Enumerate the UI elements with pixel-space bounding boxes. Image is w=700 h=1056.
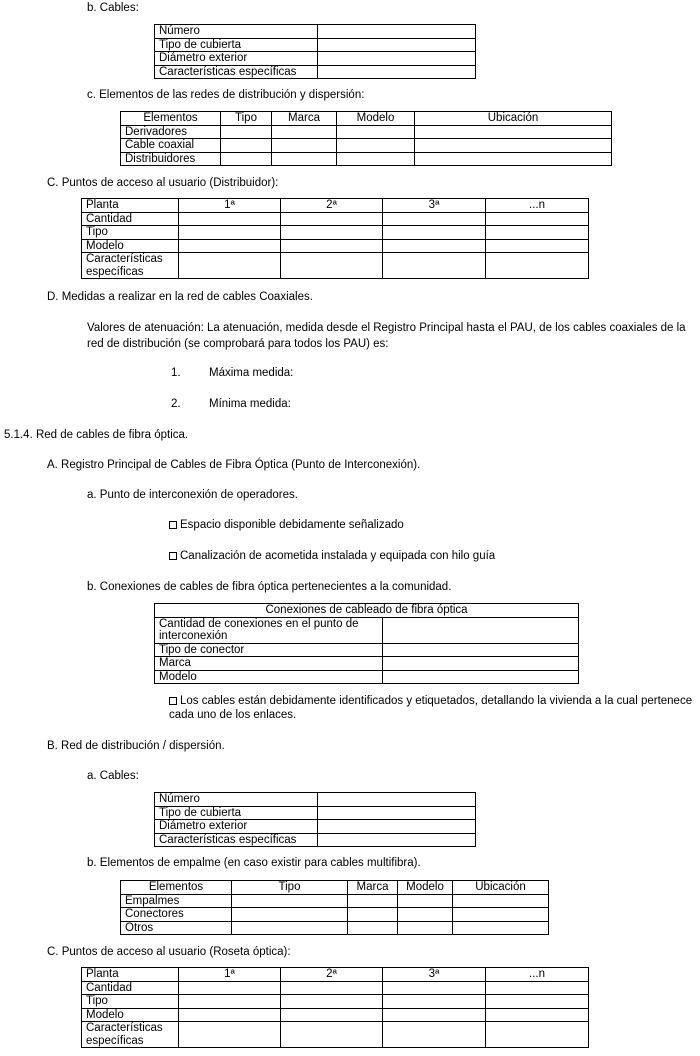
column-header: ...n [486,199,589,213]
column-header: Marca [348,881,398,895]
registro-principal-heading: A. Registro Principal de Cables de Fibra Óptica (Punto de Interconexión). [47,459,421,471]
column-header: Ubicación [415,112,612,126]
table-row [155,643,579,657]
column-header: 2ª [281,199,383,213]
row-label: Modelo [82,239,179,253]
column-header: Elementos [121,112,221,126]
row-label: Tipo de conector [155,643,383,657]
table-row [155,670,579,684]
checkbox-label: Espacio disponible debidamente señalizado [180,519,404,531]
table-row [82,1008,589,1022]
cables-heading: b. Cables: [87,2,139,14]
table-row [155,38,476,52]
section-heading: 5.1.4. Red de cables de fibra óptica. [4,429,189,441]
row-label: Otros [121,921,232,935]
column-header: 3ª [383,199,486,213]
row-label: Modelo [155,670,383,684]
column-header: 2ª [281,968,383,982]
row-label: Conectores [121,908,232,922]
value-cell [318,52,476,66]
column-header: Modelo [398,881,453,895]
list-number: 2. [171,398,181,410]
table-row [155,833,476,847]
table-row [155,65,476,79]
column-header: 3ª [383,968,486,982]
punto-interconexion-heading: a. Punto de interconexión de operadores. [87,489,298,501]
column-header: Planta [82,199,179,213]
table-row [155,657,579,671]
table-row [121,908,549,922]
row-label: Diámetro exterior [155,820,318,834]
table-header-row [82,199,589,213]
elementos-table [120,111,612,166]
table-row [82,212,589,226]
row-label: Tipo [82,226,179,240]
column-header: Marca [272,112,337,126]
checkbox-label: Canalización de acometida instalada y equipada con hilo guía [180,550,496,562]
row-label: Cantidad [82,212,179,226]
table-row [121,921,549,935]
conexiones-heading: b. Conexiones de cables de fibra óptica pertenecientes a la comunidad. [87,581,452,593]
list-item: Máxima medida: [209,367,294,379]
row-label: Características específicas [82,253,179,279]
checkbox[interactable] [169,552,177,560]
medidas-heading: D. Medidas a realizar en la red de cables Coaxiales. [47,291,313,303]
table-row [155,820,476,834]
row-label: Diámetro exterior [155,52,318,66]
planta-table [81,198,589,279]
column-header: ...n [486,968,589,982]
elementos-heading: c. Elementos de las redes de distribución y dispersión: [87,89,365,101]
table-row [121,894,549,908]
checkbox-row [169,550,495,562]
row-label: Cable coaxial [121,139,221,153]
row-label: Distribuidores [121,152,221,166]
column-header: Planta [82,968,179,982]
row-label: Número [155,25,318,39]
table-title: Conexiones de cableado de fibra óptica [155,604,579,618]
conexiones-table [154,603,579,684]
table-row [155,52,476,66]
table-row [121,125,612,139]
row-label: Número [155,793,318,807]
column-header: Ubicación [453,881,549,895]
row-label: Cantidad de conexiones en el punto de interconexión [155,617,383,643]
row-label: Tipo de cubierta [155,806,318,820]
row-label: Empalmes [121,894,232,908]
column-header: 1ª [179,199,281,213]
checkbox[interactable] [169,697,177,705]
row-label: Marca [155,657,383,671]
cables-table [154,24,476,79]
table-row [82,226,589,240]
row-label: Características específicas [82,1022,179,1048]
table-header-row [121,881,549,895]
table-header-row [82,968,589,982]
checkbox-row [169,519,404,531]
table-row [121,139,612,153]
value-cell [318,25,476,39]
row-label: Características específicas [155,833,318,847]
row-label: Tipo [82,995,179,1009]
attenuation-paragraph: Valores de atenuación: La atenuación, medida desde el Registro Principal hasta el PAU, de los cables coaxiales de la red de distribución (se comprobará para todos los PAU) es: [87,322,686,350]
table-row [155,25,476,39]
table-row [155,617,579,643]
table-row [155,793,476,807]
list-item: Mínima medida: [209,398,291,410]
row-label: Tipo de cubierta [155,38,318,52]
puntos-acceso-heading: C. Puntos de acceso al usuario (Distribuidor): [47,177,279,189]
row-label: Cantidad [82,981,179,995]
table-header-row [155,604,579,618]
column-header: Tipo [232,881,348,895]
checkbox-row [169,694,698,722]
empalme-table [120,880,549,935]
row-label: Modelo [82,1008,179,1022]
table-row [82,1022,589,1048]
table-row [121,152,612,166]
red-distribucion-heading: B. Red de distribución / dispersión. [47,740,225,752]
empalme-heading: b. Elementos de empalme (en caso existir para cables multifibra). [87,857,421,869]
list-number: 1. [171,367,181,379]
value-cell [318,65,476,79]
column-header: Tipo [221,112,272,126]
table-row [82,995,589,1009]
table-header-row [121,112,612,126]
cables-table [154,792,476,847]
row-label: Características específicas [155,65,318,79]
column-header: Modelo [337,112,415,126]
table-row [155,806,476,820]
table-row [82,253,589,279]
cables-heading: a. Cables: [87,770,139,782]
table-row [82,239,589,253]
row-label: Derivadores [121,125,221,139]
checkbox[interactable] [169,521,177,529]
table-row [82,981,589,995]
checkbox-label: Los cables están debidamente identificados y etiquetados, detallando la vivienda a la cual pertenece cada uno de los enlaces. [169,695,693,721]
roseta-heading: C. Puntos de acceso al usuario (Roseta óptica): [47,946,291,958]
column-header: Elementos [121,881,232,895]
value-cell [318,38,476,52]
column-header: 1ª [179,968,281,982]
planta-table [81,967,589,1048]
